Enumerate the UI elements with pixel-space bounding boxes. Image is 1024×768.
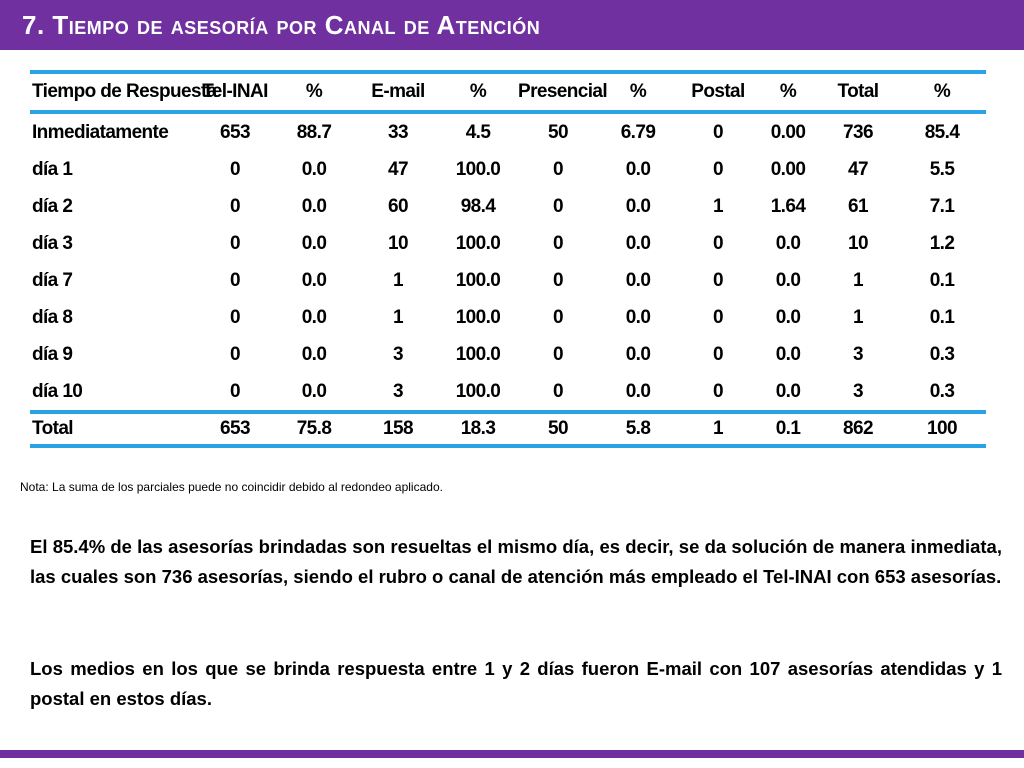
table-cell: 3	[393, 380, 403, 402]
table-total-row	[30, 412, 986, 446]
table-cell: 0.0	[625, 232, 651, 254]
table-cell: 1	[713, 195, 723, 217]
table-cell: 100.0	[455, 158, 501, 180]
table-header-row	[30, 72, 986, 112]
table-cell: 0	[553, 232, 563, 254]
table-cell: 0.1	[929, 269, 955, 291]
total-cell: 862	[818, 412, 898, 446]
table-cell: 47	[388, 158, 408, 180]
table-cell: 0	[713, 306, 723, 328]
table-cell: 1	[853, 306, 863, 328]
total-cell: 75.8	[270, 412, 358, 446]
total-cell: 653	[200, 412, 270, 446]
table-row	[30, 188, 986, 225]
table-cell: 0	[230, 158, 240, 180]
total-cell: 5.8	[598, 412, 678, 446]
summary-paragraph: El 85.4% de las asesorías brindadas son resueltas el mismo día, es decir, se da solución de manera inmediata, las cuales son 736 asesorías, siendo el rubro o canal de atención más empleado el Tel-INAI con 653 asesorías.	[30, 535, 1002, 587]
table-cell: 0.0	[625, 380, 651, 402]
table-cell: 50	[548, 121, 568, 143]
table-cell: 1	[393, 269, 403, 291]
column-header: Tel-INAI	[200, 72, 270, 112]
table-cell: 0	[553, 306, 563, 328]
table-cell: 0	[230, 232, 240, 254]
table-cell: 0.0	[301, 232, 327, 254]
table-cell: 0	[713, 269, 723, 291]
column-header: %	[898, 72, 986, 112]
table-cell: 61	[848, 195, 868, 217]
column-header: %	[438, 72, 518, 112]
table-cell: 0	[230, 306, 240, 328]
table-cell: 0.0	[625, 158, 651, 180]
table-row	[30, 112, 986, 151]
table-cell: 1.2	[929, 232, 955, 254]
total-cell: 0.1	[758, 412, 818, 446]
table-cell: 0	[230, 343, 240, 365]
table-row	[30, 299, 986, 336]
table-cell: 100.0	[455, 306, 501, 328]
row-label: día 3	[32, 232, 73, 254]
table-cell: 0.0	[301, 343, 327, 365]
table-cell: 0	[230, 380, 240, 402]
table-cell: 0.1	[929, 306, 955, 328]
table-cell: 0.0	[775, 380, 801, 402]
table-cell: 1	[853, 269, 863, 291]
table-cell: 0.0	[301, 195, 327, 217]
table-cell: 85.4	[924, 121, 960, 143]
row-label: día 2	[32, 195, 73, 217]
table-cell: 0.0	[625, 195, 651, 217]
row-label: día 7	[32, 269, 73, 291]
table-cell: 100.0	[455, 380, 501, 402]
slide-title: 7. Tiempo de asesoría por Canal de Atención	[22, 10, 541, 40]
table-cell: 736	[843, 121, 873, 143]
total-cell: 100	[898, 412, 986, 446]
row-label: día 8	[32, 306, 73, 328]
table-cell: 10	[388, 232, 408, 254]
table-cell: 33	[388, 121, 408, 143]
column-header: Presencial	[518, 72, 598, 112]
title-bar	[0, 0, 1024, 50]
row-label: Inmediatamente	[32, 121, 169, 143]
table-row	[30, 151, 986, 188]
table-cell: 653	[220, 121, 250, 143]
table-row	[30, 225, 986, 262]
table-cell: 47	[848, 158, 868, 180]
table-cell: 0	[553, 195, 563, 217]
table-cell: 0.3	[929, 380, 955, 402]
total-label: Total	[30, 412, 200, 446]
table-cell: 10	[848, 232, 868, 254]
table-cell: 0	[713, 158, 723, 180]
table-cell: 0.0	[301, 269, 327, 291]
column-header: Total	[818, 72, 898, 112]
table-cell: 3	[393, 343, 403, 365]
table-cell: 0	[553, 158, 563, 180]
response-time-table	[30, 70, 986, 448]
table-cell: 60	[388, 195, 408, 217]
column-header: Postal	[678, 72, 758, 112]
column-header: Tiempo de Respuesta	[30, 72, 200, 112]
table-cell: 0.0	[775, 343, 801, 365]
total-cell: 1	[678, 412, 758, 446]
table-cell: 0.0	[625, 343, 651, 365]
row-label: día 1	[32, 158, 73, 180]
table-cell: 0.0	[625, 306, 651, 328]
table-cell: 0.0	[775, 269, 801, 291]
row-label: día 9	[32, 343, 73, 365]
table-cell: 1.64	[770, 195, 806, 217]
table-cell: 1	[393, 306, 403, 328]
table-cell: 3	[853, 380, 863, 402]
table-cell: 100.0	[455, 232, 501, 254]
table-cell: 0.0	[775, 232, 801, 254]
table-cell: 0	[553, 380, 563, 402]
table-cell: 0.3	[929, 343, 955, 365]
table-cell: 0	[553, 269, 563, 291]
column-header: %	[270, 72, 358, 112]
table-cell: 0	[230, 195, 240, 217]
table-cell: 0.00	[770, 158, 806, 180]
table-cell: 5.5	[929, 158, 955, 180]
table-cell: 4.5	[465, 121, 491, 143]
table-cell: 0.0	[775, 306, 801, 328]
footnote: Nota: La suma de los parciales puede no coincidir debido al redondeo aplicado.	[20, 480, 443, 494]
table-cell: 98.4	[460, 195, 496, 217]
table-cell: 0.0	[301, 380, 327, 402]
table-cell: 0	[713, 121, 723, 143]
table-cell: 3	[853, 343, 863, 365]
table-cell: 0	[713, 380, 723, 402]
table-cell: 0	[713, 232, 723, 254]
total-cell: 158	[358, 412, 438, 446]
table-row	[30, 373, 986, 412]
table-cell: 7.1	[929, 195, 955, 217]
table-cell: 88.7	[296, 121, 332, 143]
table-row	[30, 262, 986, 299]
total-cell: 50	[518, 412, 598, 446]
column-header: %	[758, 72, 818, 112]
bottom-bar	[0, 750, 1024, 758]
table-cell: 0.00	[770, 121, 806, 143]
table-cell: 0	[230, 269, 240, 291]
table-cell: 100.0	[455, 269, 501, 291]
column-header: %	[598, 72, 678, 112]
table-cell: 100.0	[455, 343, 501, 365]
total-cell: 18.3	[438, 412, 518, 446]
table-cell: 0.0	[301, 158, 327, 180]
table-row	[30, 336, 986, 373]
table-cell: 0	[553, 343, 563, 365]
table-cell: 0.0	[301, 306, 327, 328]
table-cell: 6.79	[620, 121, 656, 143]
table-cell: 0	[713, 343, 723, 365]
row-label: día 10	[32, 380, 83, 402]
column-header: E-mail	[358, 72, 438, 112]
table-cell: 0.0	[625, 269, 651, 291]
summary-paragraph: Los medios en los que se brinda respuesta entre 1 y 2 días fueron E-mail con 107 asesorías atendidas y 1 postal en estos días.	[30, 657, 1002, 709]
